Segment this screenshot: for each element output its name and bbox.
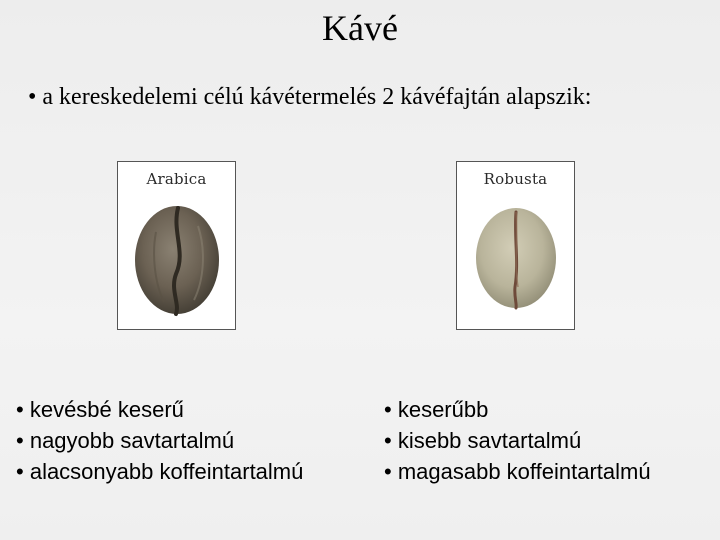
list-item: • keserűbb xyxy=(384,394,651,425)
robusta-label: Robusta xyxy=(483,170,548,188)
list-item: • magasabb koffeintartalmú xyxy=(384,456,651,487)
arabica-card xyxy=(117,161,236,330)
arabica-label: Arabica xyxy=(146,170,207,188)
robusta-card xyxy=(456,161,575,330)
slide-title: Kávé xyxy=(322,8,398,48)
intro-bullet: • a kereskedelemi célú kávétermelés 2 kávéfajtán alapszik: xyxy=(28,84,592,110)
list-item: • alacsonyabb koffeintartalmú xyxy=(16,456,303,487)
list-item: • kisebb savtartalmú xyxy=(384,425,651,456)
list-item: • nagyobb savtartalmú xyxy=(16,425,303,456)
arabica-properties xyxy=(16,394,303,487)
robusta-bean-image xyxy=(465,192,568,322)
robusta-properties xyxy=(384,394,651,487)
list-item: • kevésbé keserű xyxy=(16,394,303,425)
arabica-bean-image xyxy=(126,192,229,322)
